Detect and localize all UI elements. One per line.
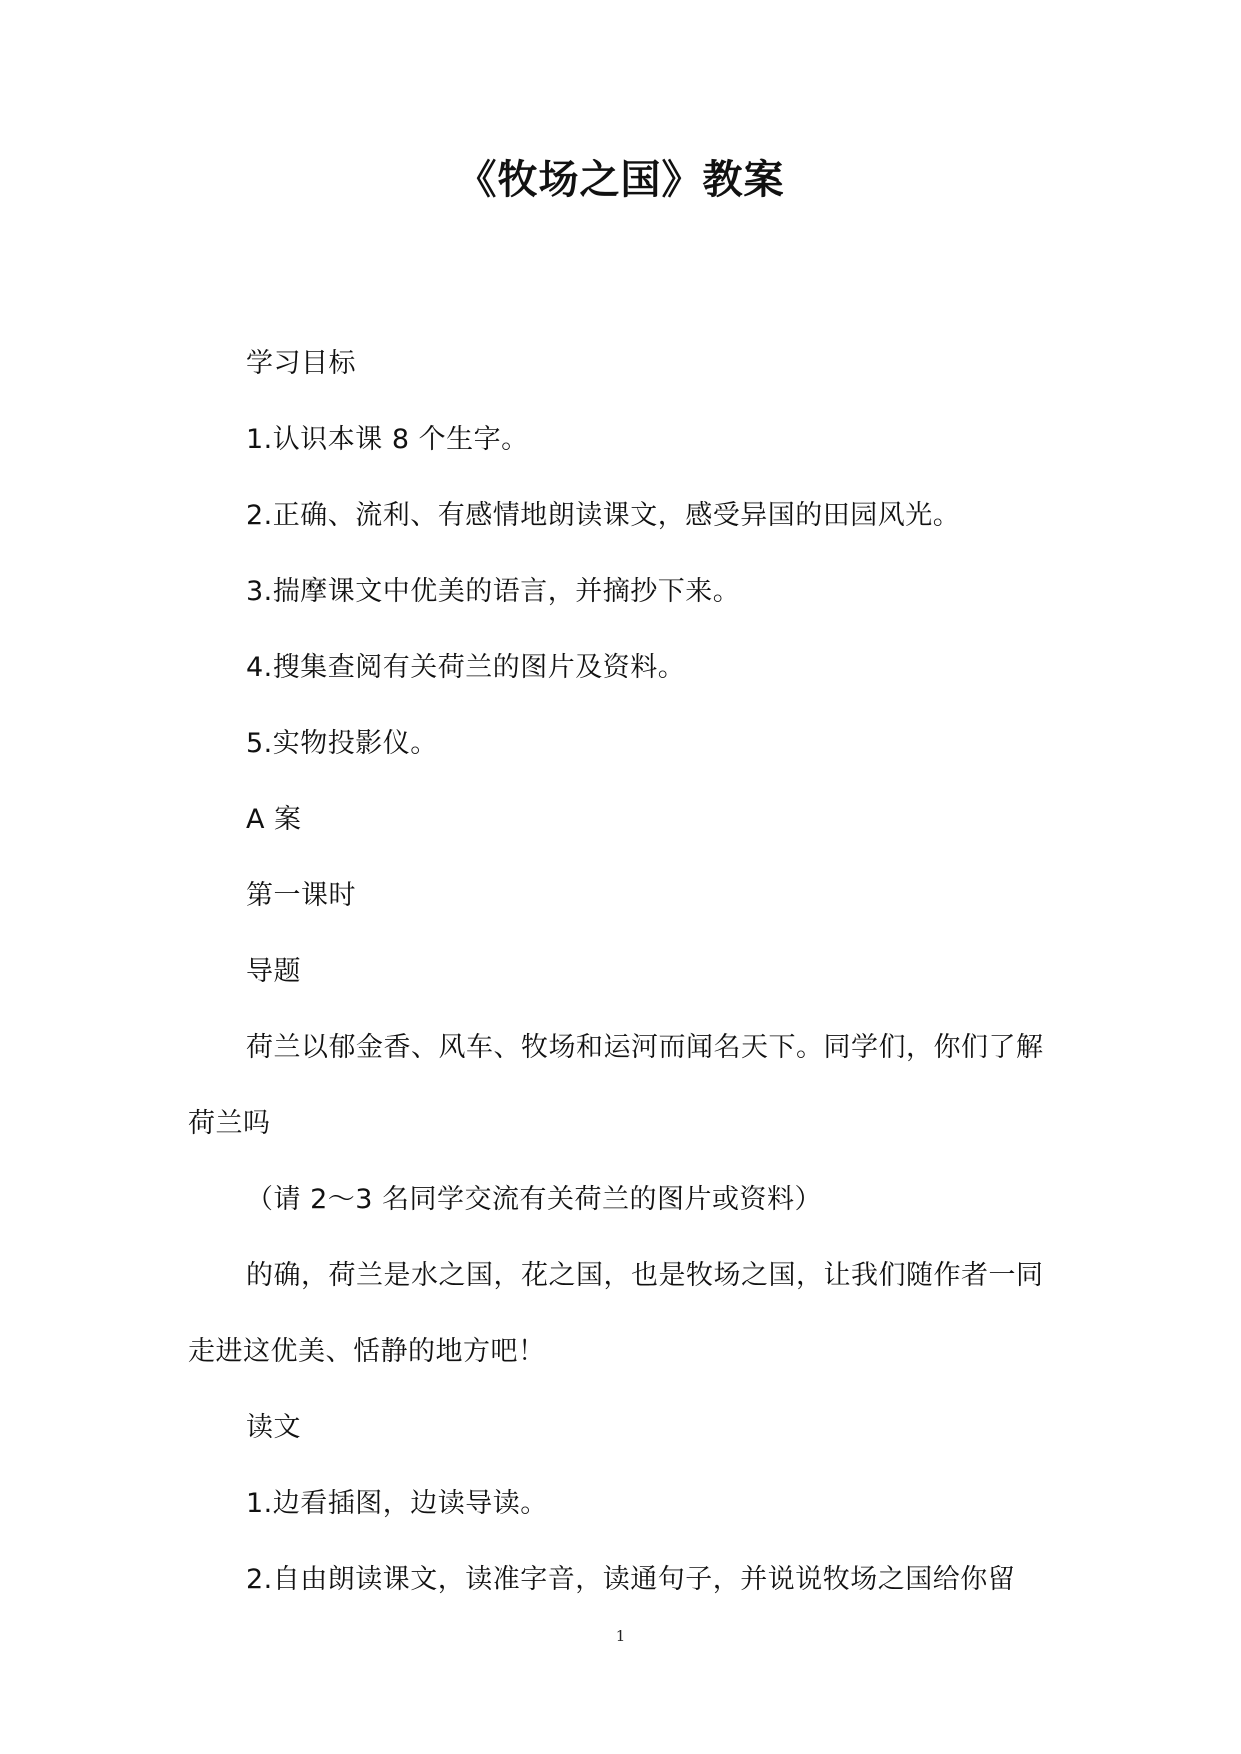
- intro-activity-note: （请 2～3 名同学交流有关荷兰的图片或资料）: [246, 1184, 823, 1215]
- goal-item-5: 5.实物投影仪。: [246, 728, 438, 759]
- page-number: 1: [615, 1627, 626, 1645]
- goal-item-1: 1.认识本课 8 个生字。: [246, 424, 529, 455]
- reading-step-2: 2.自由朗读课文，读准字音，读通句子，并说说牧场之国给你留: [246, 1564, 1016, 1595]
- section-heading-learning-goals: 学习目标: [246, 348, 356, 379]
- intro-paragraph: 荷兰以郁金香、风车、牧场和运河而闻名天下。同学们，你们了解荷兰吗: [188, 1032, 1044, 1139]
- goal-item-3: 3.揣摩课文中优美的语言，并摘抄下来。: [246, 576, 741, 607]
- document-body: [188, 326, 1060, 1618]
- section-heading-reading: 读文: [246, 1412, 301, 1443]
- lesson-period-heading: 第一课时: [246, 880, 356, 911]
- document-title: 《牧场之国》教案: [456, 157, 785, 203]
- goal-item-4: 4.搜集查阅有关荷兰的图片及资料。: [246, 652, 686, 683]
- reading-step-1: 1.边看插图，边读导读。: [246, 1488, 548, 1519]
- plan-label-a: A 案: [246, 804, 302, 835]
- goal-item-2: 2.正确、流利、有感情地朗读课文，感受异国的田园风光。: [246, 500, 961, 531]
- section-heading-intro: 导题: [246, 956, 301, 987]
- intro-conclusion-paragraph: 的确，荷兰是水之国，花之国，也是牧场之国，让我们随作者一同走进这优美、恬静的地方吧！: [188, 1260, 1044, 1367]
